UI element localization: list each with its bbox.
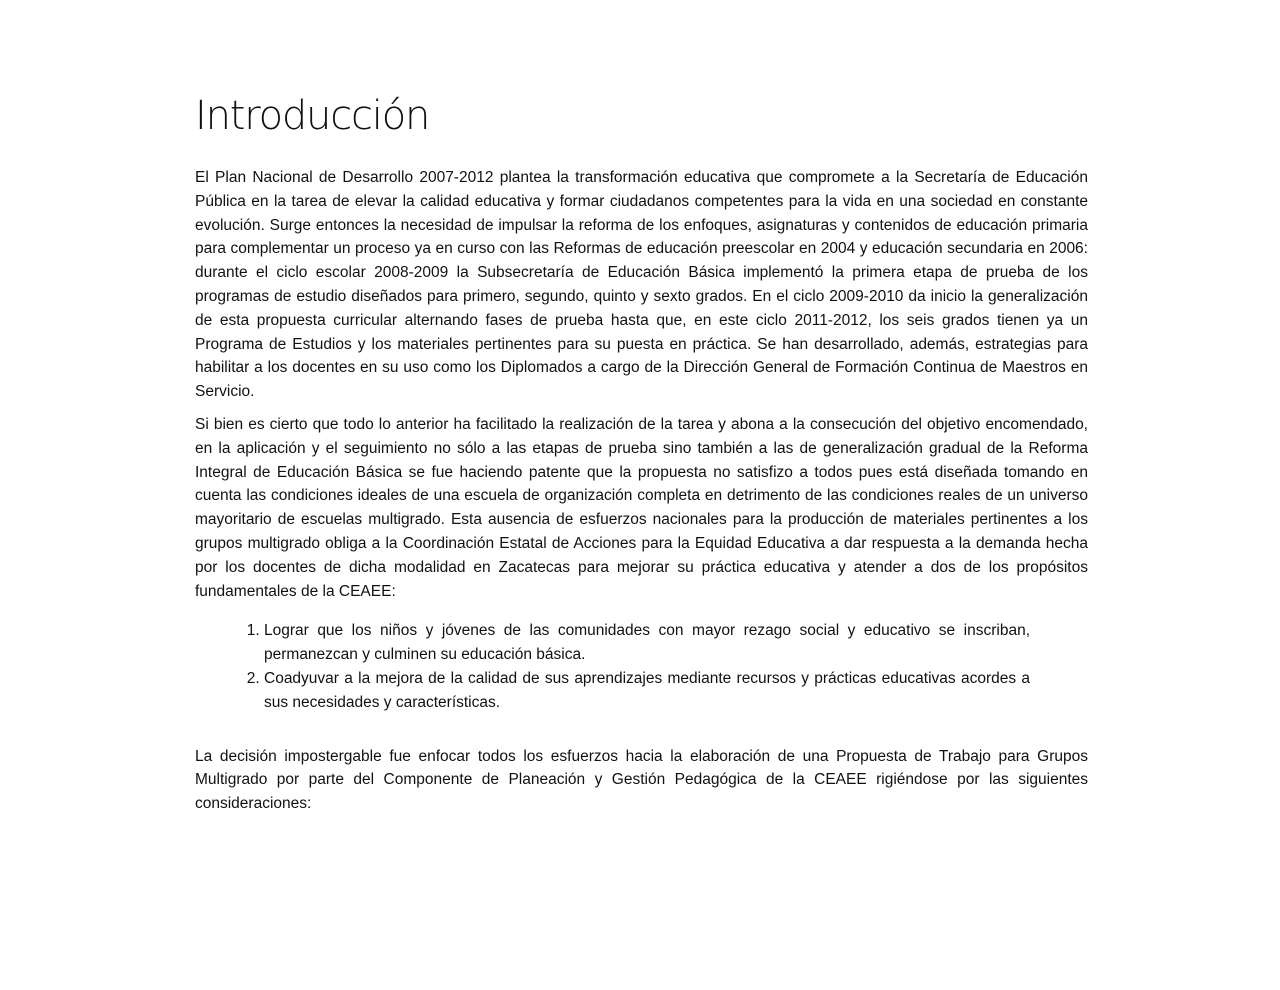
page-title: Introducción xyxy=(195,93,430,139)
document-page xyxy=(195,88,1088,825)
paragraph-context: Si bien es cierto que todo lo anterior ha facilitado la realización de la tarea y abona a la consecución del objetivo encomendado, en la aplicación y el seguimiento no sólo a las etapas de prueba sino también a las de generalización gradual de la Reforma Integral de Educación Básica se fue haciendo patente que la propuesta no satisfizo a todos pues está diseñada tomando en cuenta las condiciones ideales de una escuela de organización completa en detrimento de las condiciones reales de un universo mayoritario de escuelas multigrado. Esta ausencia de esfuerzos nacionales para la producción de materiales pertinentes a los grupos multigrado obliga a la Coordinación Estatal de Acciones para la Equidad Educativa a dar respuesta a la demanda hecha por los docentes de dicha modalidad en Zacatecas para mejorar su práctica educativa y atender a dos de los propósitos fundamentales de la CEAEE: xyxy=(195,415,1088,600)
paragraph-intro: El Plan Nacional de Desarrollo 2007-2012 plantea la transformación educativa que compromete a la Secretaría de Educación Pública en la tarea de elevar la calidad educativa y formar ciudadanos competentes para la vida en una sociedad en constante evolución. Surge entonces la necesidad de impulsar la reforma de los enfoques, asignaturas y contenidos de educación primaria para complementar un proceso ya en curso con las Reformas de educación preescolar en 2004 y educación secundaria en 2006: durante el ciclo escolar 2008-2009 la Subsecretaría de Educación Básica implementó la primera etapa de prueba de los programas de estudio diseñados para primero, segundo, quinto y sexto grados. En el ciclo 2009-2010 da inicio la generalización de esta propuesta curricular alternando fases de prueba hasta que, en este ciclo 2011-2012, los seis grados tienen ya un Programa de Estudios y los materiales pertinentes para su puesta en práctica. Se han desarrollado, además, estrategias para habilitar a los docentes en su uso como los Diplomados a cargo de la Dirección General de Formación Continua de Maestros en Servicio. xyxy=(195,169,1088,401)
list-item: 1. Lograr que los niños y jóvenes de las comunidades con mayor rezago social y educativo se inscriban, permanezcan y culminen su educación básica. xyxy=(264,619,1030,667)
paragraph-closing: La decisión impostergable fue enfocar todos los esfuerzos hacia la elaboración de una Propuesta de Trabajo para Grupos Multigrado por parte del Componente de Planeación y Gestión Pedagógica de la CEAEE rigiéndose por las siguientes consideraciones: xyxy=(195,747,1088,813)
list-item: 2. Coadyuvar a la mejora de la calidad de sus aprendizajes mediante recursos y prácticas educativas acordes a sus necesidades y características. xyxy=(264,667,1030,715)
purposes-list xyxy=(195,619,1030,714)
